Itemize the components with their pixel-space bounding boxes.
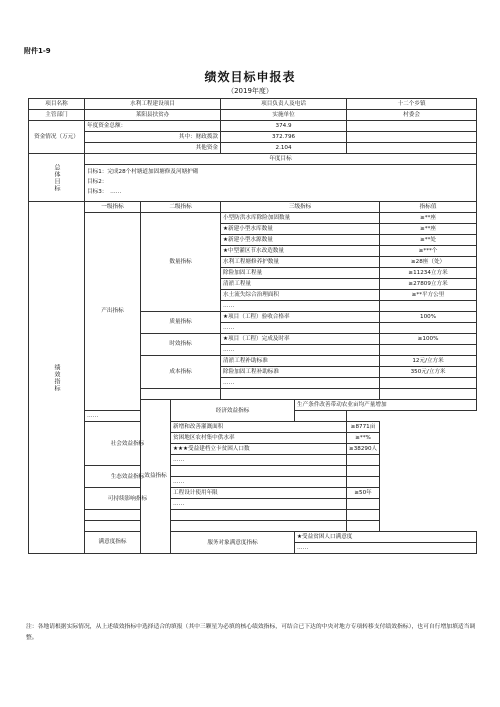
indicator-value: ≥***个 [380, 246, 477, 257]
indicator-name: 水利工程塘修养护数量 [221, 257, 380, 268]
indicator-value: ≥28座（处） [380, 257, 477, 268]
indicator-value [380, 345, 477, 356]
indicator-value [380, 323, 477, 334]
annex-label: 附件1-9 [24, 47, 51, 55]
blank-cell [141, 389, 221, 400]
table-row [29, 213, 477, 224]
indicator-name: ★新建小型水源数量 [221, 235, 380, 246]
satisfaction-label: 满意度指标 [85, 532, 141, 554]
dept-label: 主管部门 [29, 110, 85, 121]
timeliness-label: 时效指标 [141, 334, 221, 356]
column-header-row [29, 202, 477, 213]
indicator-value [380, 378, 477, 389]
quantity-label: 数量指标 [141, 213, 221, 312]
indicator-name: 贫困地区农村集中供水率 [171, 433, 347, 444]
indicator-value [347, 499, 380, 510]
funds-row-total [29, 121, 477, 132]
table-row [29, 466, 477, 477]
goal-label: 总体目标 [29, 154, 85, 202]
indicator-name: 清淤工程补助标准 [221, 356, 380, 367]
col-l3: 三级指标 [221, 202, 380, 213]
blank-cell [221, 389, 380, 400]
indicator-name: ★受益贫困人口满意度 [295, 532, 477, 543]
page-title: 绩效目标申报表 [204, 70, 296, 84]
blank-cell [171, 521, 347, 532]
funds-total-label: 年度资金总额： [85, 121, 221, 132]
year-label: （2019年度） [227, 87, 273, 95]
funds-other-label: 其他资金 [85, 143, 221, 154]
owner-value: 十二个乡镇 [347, 99, 477, 110]
indicator-value [347, 477, 380, 488]
impl-label: 实施单位 [221, 110, 347, 121]
col-l1: 一级指标 [85, 202, 141, 213]
indicator-value: ≥27809立方米 [380, 279, 477, 290]
indicator-name: …… [221, 378, 380, 389]
quality-label: 质量指标 [141, 312, 221, 334]
info-row-project [29, 99, 477, 110]
table-row [29, 488, 477, 499]
indicator-value: ≥50年 [347, 488, 380, 499]
indicator-name: 除险加固工程量 [221, 268, 380, 279]
indicator-name: …… [171, 477, 347, 488]
goal-1: 目标1：完成28个村塘道加固塘修及河塘护砌 [87, 169, 199, 175]
social-label: 社会效益指标 [85, 422, 171, 466]
indicator-value [347, 466, 380, 477]
sustain-label: 可持续影响指标 [85, 488, 171, 510]
indicator-name: 新增和改善灌溉面积 [171, 422, 347, 433]
indicator-value: ≥11234立方米 [380, 268, 477, 279]
col-l2: 二级指标 [141, 202, 221, 213]
blank-cell [171, 510, 347, 521]
effect-label: 效益指标 [141, 400, 171, 554]
funds-row-fiscal [29, 132, 477, 143]
funds-other-blank [347, 143, 477, 154]
table-row [29, 532, 477, 543]
indicator-name: …… [221, 323, 380, 334]
indicator-name: …… [171, 455, 347, 466]
indicator-name: 除险加固工程补助标准 [221, 367, 380, 378]
goal-header: 年度目标 [85, 154, 477, 165]
funds-total-blank [347, 121, 477, 132]
indicator-value: 100% [380, 312, 477, 323]
output-label: 产出指标 [85, 213, 141, 411]
indicator-value: ≥**处 [380, 235, 477, 246]
table-row [29, 510, 477, 521]
indicator-name: ★项目（工程）完成及时率 [221, 334, 380, 345]
indicator-value: ≥8771亩 [347, 422, 380, 433]
dept-value: 莱阳县扶贫办 [85, 110, 221, 121]
funds-other-value: 2.104 [221, 143, 347, 154]
funds-fiscal-value: 372.796 [221, 132, 347, 143]
impl-value: 村委会 [347, 110, 477, 121]
cost-label: 成本指标 [141, 356, 221, 389]
footnote: 注：各地请根据实际情况，从上述绩效指标中选择适合的填报（其中三颗星为必填的核心绩效指标，可结合已下达的中央对地方专项转移支付绩效指标），也可自行增加填适当调整。 [26, 624, 476, 641]
indicator-name: 生产条件改善带动农业亩均产量增加 [295, 400, 477, 411]
perf-label: 绩效指标 [29, 202, 85, 554]
indicator-name: ★新建小型水库数量 [221, 224, 380, 235]
funds-fiscal-blank [347, 132, 477, 143]
funds-total-value: 374.9 [221, 121, 347, 132]
indicator-name: …… [85, 411, 221, 422]
goal-3: 目标3： …… [87, 189, 122, 195]
project-name-label: 项目名称 [29, 99, 85, 110]
info-row-dept [29, 110, 477, 121]
indicator-name: 工程设计使用年限 [171, 488, 347, 499]
indicator-name: 水土流失综合治理面积 [221, 290, 380, 301]
blank-cell [85, 510, 171, 521]
blank-cell [85, 521, 171, 532]
performance-table [28, 98, 477, 554]
indicator-name: 清淤工程量 [221, 279, 380, 290]
indicator-value: ≥**座 [380, 213, 477, 224]
indicator-value: ≥100% [380, 334, 477, 345]
indicator-value: ≥**平方公里 [380, 290, 477, 301]
indicator-name: …… [221, 345, 380, 356]
funds-row-other [29, 143, 477, 154]
funds-label: 资金情况（万元） [29, 121, 85, 154]
table-row [29, 521, 477, 532]
indicator-value [380, 301, 477, 312]
table-row [29, 422, 477, 433]
indicator-value: 350元/立方米 [380, 367, 477, 378]
indicator-value: 12元/立方米 [380, 356, 477, 367]
col-val: 指标值 [380, 202, 477, 213]
indicator-name: …… [221, 301, 380, 312]
blank-cell [347, 521, 380, 532]
goal-header-row [29, 154, 477, 165]
indicator-name: ★中型灌区节水改造数量 [221, 246, 380, 257]
economic-label: 经济效益指标 [171, 400, 295, 422]
goal-body-row [29, 165, 477, 202]
project-name-value: 水利工程建设项目 [85, 99, 221, 110]
indicator-value [295, 411, 347, 422]
ecology-label: 生态效益指标 [85, 466, 171, 488]
indicator-name: ★★★受益建档立卡贫困人口数 [171, 444, 347, 455]
blank-cell [380, 389, 477, 400]
indicator-value: ≥**% [347, 433, 380, 444]
funds-fiscal-label: 其中：财政拨款 [85, 132, 221, 143]
indicator-value: ≥38290人 [347, 444, 380, 455]
indicator-value [347, 455, 380, 466]
indicator-name [171, 466, 347, 477]
indicator-name: …… [171, 499, 347, 510]
owner-label: 项目负责人及电话 [221, 99, 347, 110]
blank-cell [347, 510, 380, 521]
indicator-name: …… [295, 543, 477, 554]
indicator-value: ≥**座 [380, 224, 477, 235]
indicator-name: ★项目（工程）验收合格率 [221, 312, 380, 323]
indicator-name: 小型防洪水库除险加固数量 [221, 213, 380, 224]
service-label: 服务对象满意度指标 [171, 532, 295, 554]
goal-body [85, 165, 477, 202]
goal-2: 目标2： [87, 179, 108, 185]
